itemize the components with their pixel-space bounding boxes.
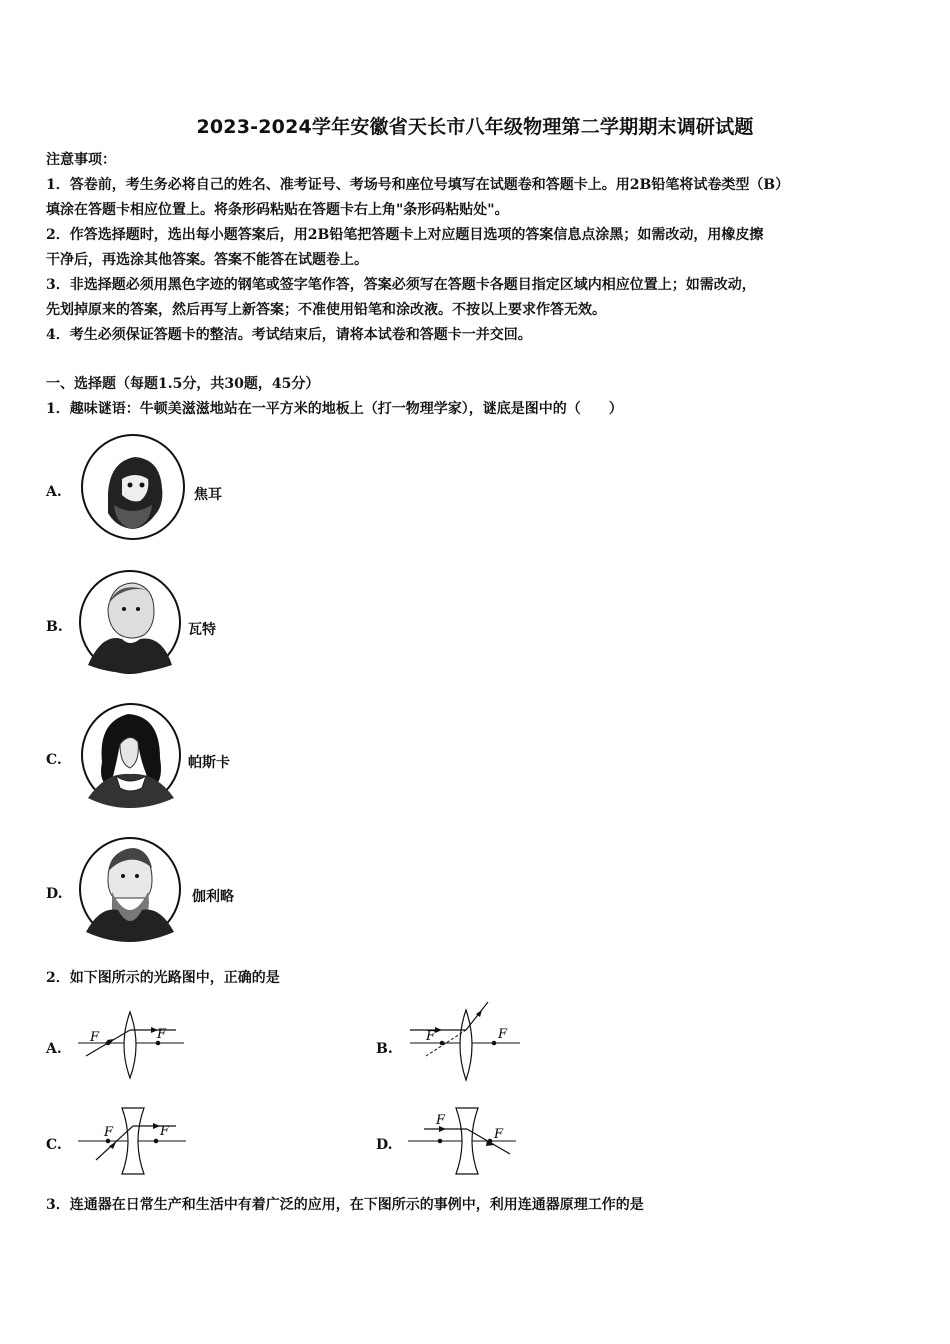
q2-option-a-label: A. <box>46 1041 62 1057</box>
notice-line: 干净后，再选涂其他答案。答案不能答在试题卷上。 <box>46 252 368 268</box>
focus-label: F <box>90 1030 100 1045</box>
focus-label: F <box>494 1127 504 1142</box>
option-d-name: 伽利略 <box>192 889 234 905</box>
notice-line: 1．答卷前，考生务必将自己的姓名、准考证号、考场号和座位号填写在试题卷和答题卡上。用2B铅笔将试卷类型（B） <box>46 177 790 193</box>
page-title: 2023-2024学年安徽省天长市八年级物理第二学期期末调研试题 <box>196 116 754 138</box>
focus-label: F <box>426 1029 436 1044</box>
notice-line: 填涂在答题卡相应位置上。将条形码粘贴在答题卡右上角"条形码粘贴处"。 <box>46 202 509 218</box>
question-1-stem: 1．趣味谜语：牛顿美滋滋地站在一平方米的地板上（打一物理学家），谜底是图中的（ ） <box>46 401 623 417</box>
question-3-stem: 3．连通器在日常生产和生活中有着广泛的应用，在下图所示的事例中，利用连通器原理工作的是 <box>46 1197 644 1213</box>
focus-label: F <box>157 1027 167 1042</box>
option-a-label: A. <box>46 484 62 500</box>
option-c-name: 帕斯卡 <box>188 755 230 771</box>
joule-portrait <box>80 433 186 541</box>
option-b-label: B. <box>46 619 63 635</box>
option-d-label: D. <box>46 886 63 902</box>
q2-option-d-label: D. <box>376 1137 393 1153</box>
galileo-portrait <box>78 836 182 942</box>
option-a-name: 焦耳 <box>194 487 222 503</box>
q2-diagram-d-concave-lens <box>406 1104 518 1178</box>
q2-option-b-label: B. <box>376 1041 393 1057</box>
option-b-name: 瓦特 <box>188 622 216 638</box>
q2-diagram-b-convex-lens <box>406 1000 522 1082</box>
watt-portrait <box>78 569 182 675</box>
pascal-portrait <box>80 702 182 808</box>
notice-line: 3．非选择题必须用黑色字迹的钢笔或签字笔作答，答案必须写在答题卡各题目指定区域内相应位置上；如需改动， <box>46 277 756 293</box>
focus-label: F <box>104 1125 114 1140</box>
notice-heading: 注意事项： <box>46 152 116 168</box>
q2-option-c-label: C. <box>46 1137 62 1153</box>
focus-label: F <box>498 1027 508 1042</box>
q2-diagram-a-convex-lens <box>76 1008 186 1082</box>
question-2-stem: 2．如下图所示的光路图中，正确的是 <box>46 970 280 986</box>
notice-line: 2．作答选择题时，选出每小题答案后，用2B铅笔把答题卡上对应题目选项的答案信息点涂黑；如需改动，用橡皮擦 <box>46 227 764 243</box>
option-c-label: C. <box>46 752 62 768</box>
notice-line: 4．考生必须保证答题卡的整洁。考试结束后，请将本试卷和答题卡一并交回。 <box>46 327 532 343</box>
focus-label: F <box>436 1113 446 1128</box>
focus-label: F <box>160 1124 170 1139</box>
q2-diagram-c-concave-lens <box>76 1104 188 1178</box>
notice-line: 先划掉原来的答案，然后再写上新答案；不准使用铅笔和涂改液。不按以上要求作答无效。 <box>46 302 606 318</box>
section-heading: 一、选择题（每题1.5分，共30题，45分） <box>46 376 320 392</box>
